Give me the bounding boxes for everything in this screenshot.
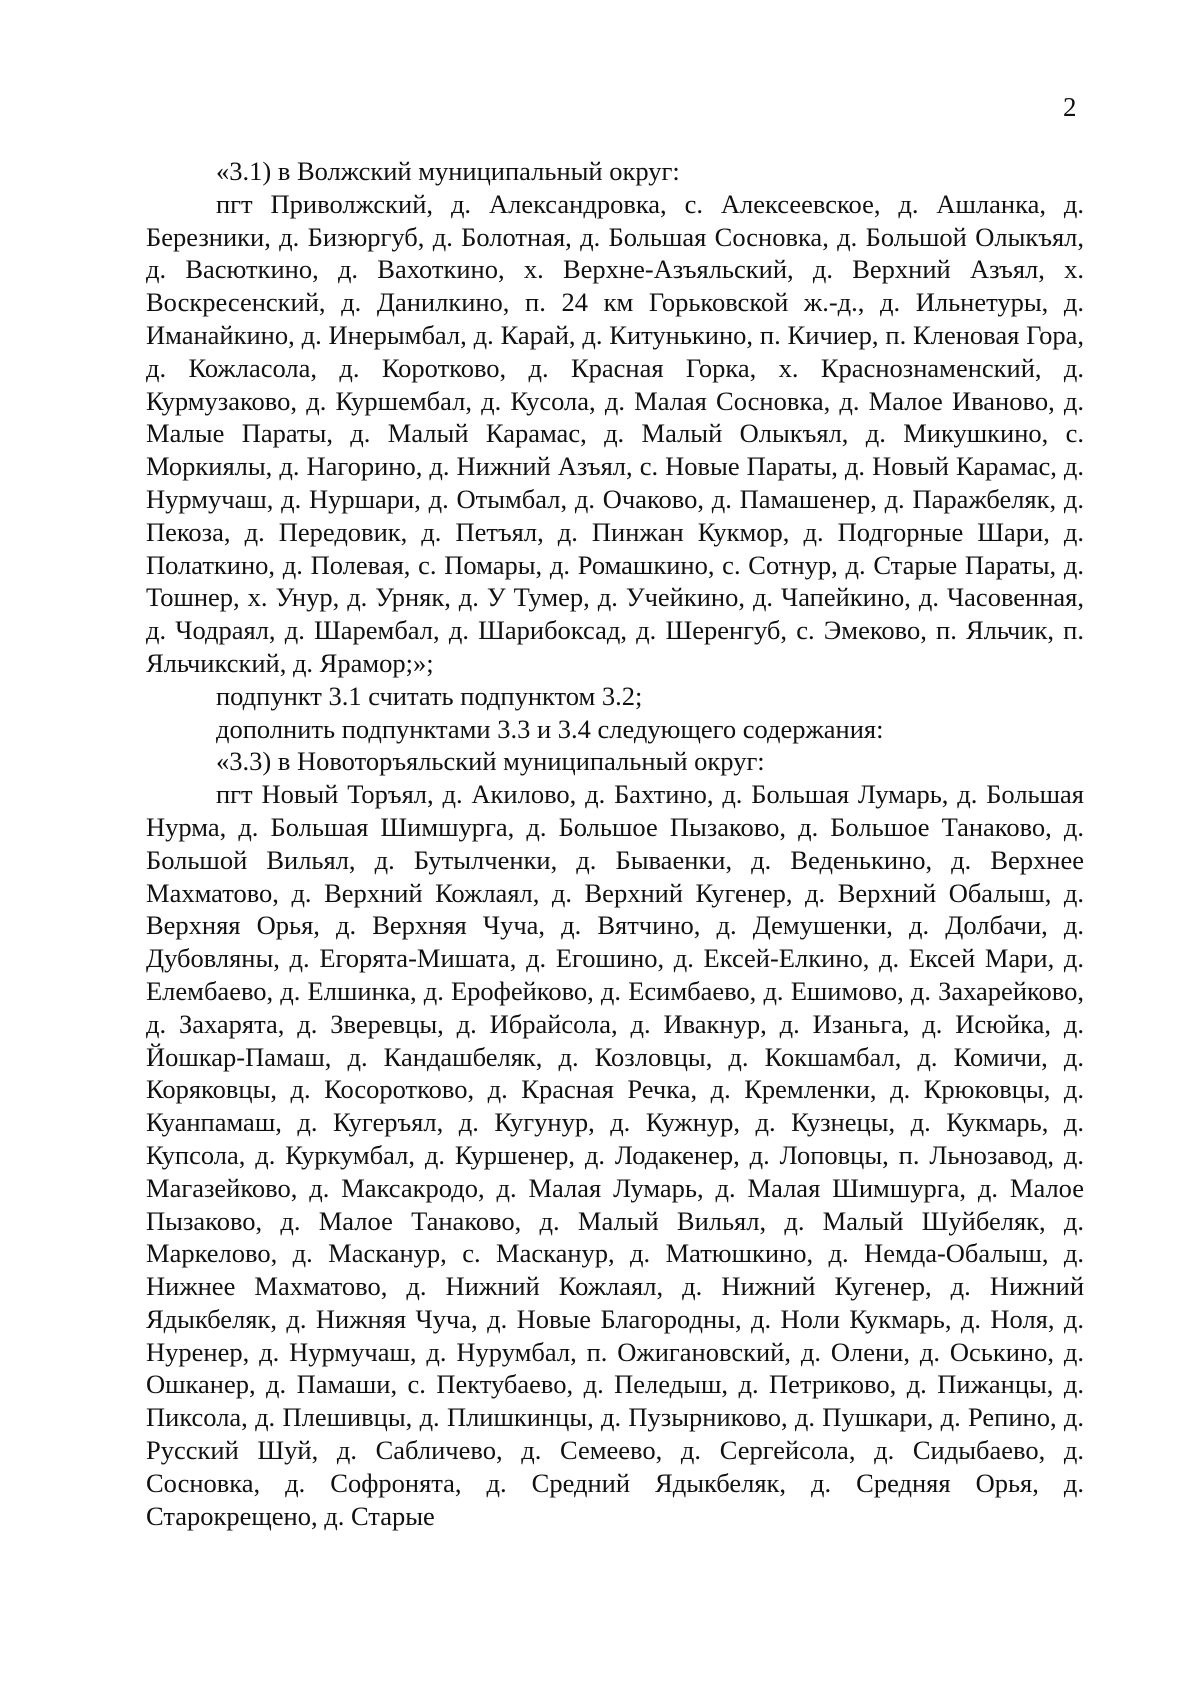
subclause-3-3-heading: «3.3) в Новоторъяльский муниципальный округ: bbox=[216, 746, 765, 777]
document-body bbox=[146, 155, 1084, 1532]
novotoryalsky-settlements-list: пгт Новый Торъял, д. Акилово, д. Бахтино, д. Большая Лумарь, д. Большая Нурма, д. Большая Шимшурга, д. Большое Пызаково, д. Большое Танаково, д. Большой Вильял, д. Бутылченки, д. Бываенки, д. Веденькино, д. Верхнее Махматово, д. Верхний Кожлаял, д. Верхний Кугенер, д. Верхний Обалыш, д. Верхняя Орья, д. Верхняя Чуча, д. Вятчино, д. Демушенки, д. Долбачи, д. Дубовляны, д. Егорята-Мишата, д. Егошино, д. Ексей-Елкино, д. Ексей Мари, д. Елембаево, д. Елшинка, д. Ерофейково, д. Есимбаево, д. Ешимово, д. Захарейково, д. Захарята, д. Зверевцы, д. Ибрайсола, д. Ивакнур, д. Изаньга, д. Исюйка, д. Йошкар-Памаш, д. Кандашбеляк, д. Козловцы, д. Кокшамбал, д. Комичи, д. Коряковцы, д. Косоротково, д. Красная Речка, д. Кремленки, д. Крюковцы, д. Куанпамаш, д. Кугеръял, д. Кугунур, д. Кужнур, д. Кузнецы, д. Кукмарь, д. Купсола, д. Куркумбал, д. Куршенер, д. Лодакенер, д. Лоповцы, п. Льнозавод, д. Магазейково, д. Максакродо, д. Малая Лумарь, д. Малая Шимшурга, д. Малое Пызаково, д. Малое Танаково, д. Малый Вильял, д. Малый Шуйбеляк, д. Маркелово, д. Масканур, с. Масканур, д. Матюшкино, д. Немда-Обалыш, д. Нижнее Махматово, д. Нижний Кожлаял, д. Нижний Кугенер, д. Нижний Ядыкбеляк, д. Нижняя Чуча, д. Новые Благородны, д. Ноли Кукмарь, д. Ноля, д. Нуренер, д. Нурмучаш, д. Нурумбал, п. Ожигановский, д. Олени, д. Оськино, д. Ошканер, д. Памаши, с. Пектубаево, д. Пеледыш, д. Петриково, д. Пижанцы, д. Пиксола, д. Плешивцы, д. Плишкинцы, д. Пузырниково, д. Пушкари, д. Репино, д. Русский Шуй, д. Сабличево, д. Семеево, д. Сергейсола, д. Сидыбаево, д. Сосновка, д. Софронята, д. Средний Ядыкбеляк, д. Средняя Орья, д. Старокрещено, д. Старые bbox=[146, 779, 1084, 1531]
volzhsky-settlements-list: пгт Приволжский, д. Александровка, с. Алексеевское, д. Ашланка, д. Березники, д. Бизюргуб, д. Болотная, д. Большая Сосновка, д. Большой Олыкъял, д. Васюткино, д. Вахоткино, х. Верхне-Азъяльский, д. Верхний Азъял, х. Воскресенский, д. Данилкино, п. 24 км Горьковской ж.-д., д. Ильнетуры, д. Иманайкино, д. Инерымбал, д. Карай, д. Китунькино, п. Кичиер, п. Кленовая Гора, д. Кожласола, д. Коротково, д. Красная Горка, х. Краснознаменский, д. Курмузаково, д. Куршембал, д. Кусола, д. Малая Сосновка, д. Малое Иваново, д. Малые Параты, д. Малый Карамас, д. Малый Олыкъял, д. Микушкино, с. Моркиялы, д. Нагорино, д. Нижний Азъял, с. Новые Параты, д. Новый Карамас, д. Нурмучаш, д. Нуршари, д. Отымбал, д. Очаково, д. Памашенер, д. Паражбеляк, д. Пекоза, д. Передовик, д. Петъял, д. Пинжан Кукмор, д. Подгорные Шари, д. Полаткино, д. Полевая, с. Помары, д. Ромашкино, с. Сотнур, д. Старые Параты, д. Тошнер, х. Унур, д. Урняк, д. У Тумер, д. Учейкино, д. Чапейкино, д. Часовенная, д. Чодраял, д. Шарембал, д. Шарибоксад, д. Шеренгуб, с. Эмеково, п. Яльчик, п. Яльчикский, д. Ярамор;»; bbox=[146, 188, 1084, 678]
subclause-3-1-heading: «3.1) в Волжский муниципальный округ: bbox=[216, 156, 680, 186]
supplement-instruction: дополнить подпунктами 3.3 и 3.4 следующего содержания: bbox=[216, 713, 884, 744]
page-number: 2 bbox=[1063, 92, 1077, 122]
renumber-instruction: подпункт 3.1 считать подпунктом 3.2; bbox=[216, 680, 643, 711]
